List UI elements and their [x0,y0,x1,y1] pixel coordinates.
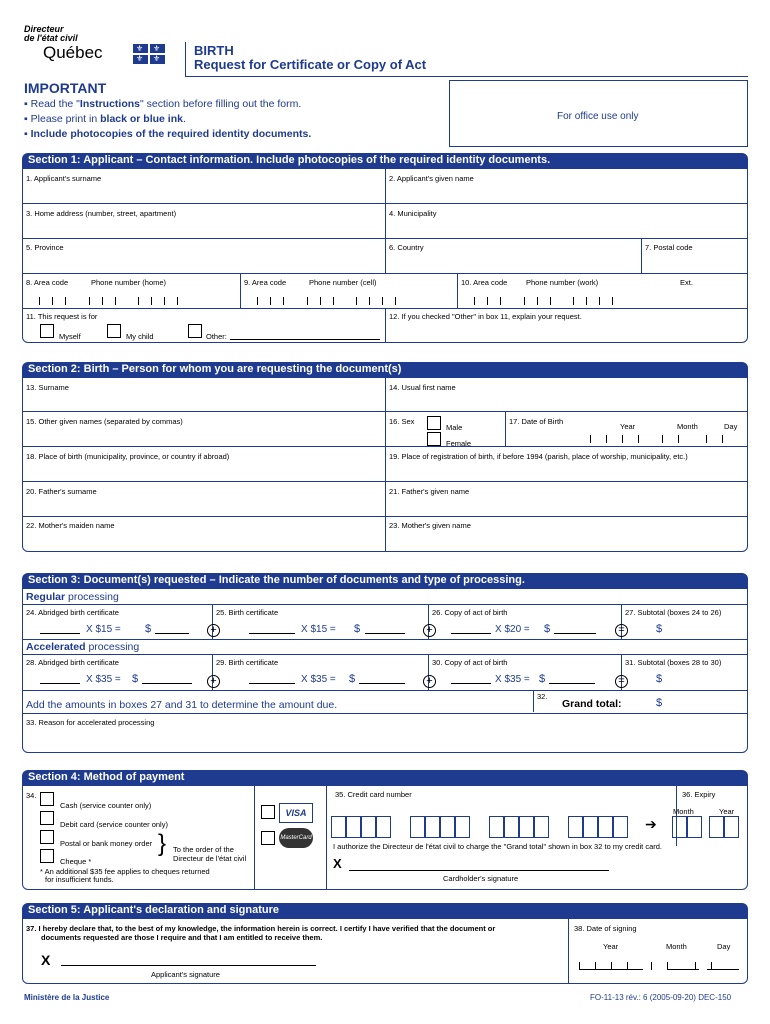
add-amounts-note: Add the amounts in boxes 27 and 31 to determine the amount due. [26,699,338,711]
mastercard-checkbox[interactable] [261,831,275,845]
section-3-body [22,588,748,753]
field-36-expiry[interactable]: 36. Expiry Month Year [673,790,735,816]
mastercard-logo-icon: MasterCard [279,828,313,848]
visa-checkbox[interactable] [261,805,275,819]
field-37-declaration: 37. I hereby declare that, to the best of my knowledge, the information herein is correct. I certify I have verified that the document or documents requested are those I require and that I am entitled to receive them. X Applicant's signature [23,919,569,984]
field-15-other-given-names[interactable]: 15. Other given names (separated by commas) [23,412,386,447]
office-use-label: For office use only [557,111,639,122]
field-8-home-phone[interactable]: 8. Area code Phone number (home) [23,274,241,309]
other-input-line[interactable] [230,339,380,340]
field-18-place-of-birth[interactable]: 18. Place of birth (municipality, province, or country if abroad) [23,447,386,482]
field-26-regular-copy-act[interactable]: 26. Copy of act of birth X $20 = $ [429,604,622,639]
field-24-regular-abridged[interactable]: 24. Abridged birth certificate X $15 = $ [23,604,213,639]
field-32-grand-total[interactable]: 32. Grand total: $ [533,690,748,712]
section-1-header: Section 1: Applicant – Contact information. Include photocopies of the required identity documents. [22,153,748,168]
plus-icon: + [207,675,220,688]
applicant-signature-line[interactable] [61,965,316,966]
form-title: BIRTH [194,43,234,58]
section-4-header: Section 4: Method of payment [22,770,748,785]
cash-checkbox[interactable] [40,792,54,806]
office-use-box [449,80,748,147]
field-3-home-address[interactable]: 3. Home address (number, street, apartment) [23,204,386,239]
plus-icon: + [423,624,436,637]
field-17-date-of-birth[interactable]: 17. Date of Birth Year Month Day [506,412,748,447]
section-5-header: Section 5: Applicant's declaration and signature [22,903,748,918]
field-33-reason-accelerated[interactable]: 33. Reason for accelerated processing [26,718,155,727]
field-29-accel-birth-cert[interactable]: 29. Birth certificate X $35 = $ [213,654,429,690]
field-23-mother-given-name[interactable]: 23. Mother's given name [389,521,471,530]
section-3-header: Section 3: Document(s) requested – Indicate the number of documents and type of processing. [22,573,748,588]
money-order-checkbox[interactable] [40,830,54,844]
field-27-subtotal[interactable]: 27. Subtotal (boxes 24 to 26) $ [625,608,722,635]
section-2-header: Section 2: Birth – Person for whom you are requesting the document(s) [22,362,748,377]
field-14-usual-first-name[interactable]: 14. Usual first name [386,378,748,412]
field-9-cell-phone[interactable]: 9. Area code Phone number (cell) [241,274,458,309]
visa-logo-icon: VISA [279,803,313,823]
male-checkbox[interactable] [427,416,441,430]
field-19-place-of-registration[interactable]: 19. Place of registration of birth, if before 1994 (parish, place of worship, municipality, etc.) [386,447,748,482]
field-30-accel-copy-act[interactable]: 30. Copy of act of birth X $35 = $ [429,654,622,690]
section-5-body [22,918,748,984]
equals-icon: = [615,624,628,637]
field-31-subtotal[interactable]: 31. Subtotal (boxes 28 to 30) $ [625,658,722,685]
card-type-column [255,786,327,890]
equals-icon: = [615,675,628,688]
section-1-body [22,168,748,343]
cardholder-signature-line[interactable] [349,870,609,871]
cardholder-signature-label: Cardholder's signature [443,874,519,883]
field-4-municipality[interactable]: 4. Municipality [386,204,748,239]
form-title-box [185,42,748,77]
field-13-surname[interactable]: 13. Surname [23,378,386,412]
field-28-accel-abridged[interactable]: 28. Abridged birth certificate X $35 = $ [23,654,213,690]
applicant-signature-label: Applicant's signature [151,970,220,979]
arrow-right-icon: ➔ [645,816,657,832]
section-2-body [22,377,748,552]
logo [24,24,164,64]
field-2-applicant-given-name[interactable]: 2. Applicant's given name [386,169,748,204]
field-21-father-given-name[interactable]: 21. Father's given name [386,482,748,517]
field-34-payment-method: 34. Cash (service counter only) Debit card (service counter only) Postal or bank money order Cheque * } To the order of the Directeur de l'état civil * An additional $35 fee applies to cheques returned for insufficient funds. [23,786,255,890]
field-11-request-for: 11. This request is for Myself My child Other: [23,309,386,343]
important-line-2: ▪ Please print in black or blue ink. [24,113,186,125]
logo-org-line1: Directeur [24,24,64,34]
section-4-body [22,785,748,890]
important-line-3: ▪ Include photocopies of the required identity documents. [24,128,312,140]
footer-form-code: FO-11-13 rév.: 6 (2005-09-20) DEC-150 [590,993,732,1002]
myself-checkbox[interactable] [40,324,54,338]
field-25-regular-birth-cert[interactable]: 25. Birth certificate X $15 = $ [213,604,429,639]
field-35-credit-card-number[interactable]: 35. Credit card number [327,786,677,846]
field-10-work-phone[interactable]: 10. Area code Phone number (work) Ext. [458,274,748,309]
field-12-explain-request[interactable]: 12. If you checked "Other" in box 11, explain your request. [389,312,582,321]
cardholder-x-mark: X [333,856,342,871]
cheque-checkbox[interactable] [40,849,54,863]
signature-x-mark: X [41,952,51,968]
fleur-de-lis-flag-icon: ⚜ ⚜ ⚜ ⚜ [133,44,165,64]
authorize-text: I authorize the Directeur de l'état civil to charge the "Grand total" shown in box 32 to my credit card. [333,842,663,851]
field-5-province[interactable]: 5. Province [23,239,386,274]
field-16-sex: 16. Sex Male Female [386,412,506,447]
accelerated-processing-label: Accelerated processing [26,641,140,653]
debit-card-checkbox[interactable] [40,811,54,825]
field-7-postal-code[interactable]: 7. Postal code [642,239,748,274]
important-heading: IMPORTANT [24,80,107,96]
female-checkbox[interactable] [427,432,441,446]
logo-province: Québec [43,43,103,62]
field-1-applicant-surname[interactable]: 1. Applicant's surname [23,169,386,204]
plus-icon: + [423,675,436,688]
logo-org-line2: de l'état civil [24,33,78,43]
regular-processing-label: Regular processing [26,591,119,603]
field-22-mother-maiden-name[interactable]: 22. Mother's maiden name [23,517,386,552]
footer-ministry: Ministère de la Justice [24,993,110,1002]
field-38-date-of-signing[interactable]: 38. Date of signing Year Month Day [569,919,748,984]
my-child-checkbox[interactable] [107,324,121,338]
important-line-1: ▪ Read the "Instructions" section before filling out the form. [24,98,302,110]
field-6-country[interactable]: 6. Country [386,239,642,274]
form-subtitle: Request for Certificate or Copy of Act [194,57,427,72]
brace-icon: } [158,830,167,857]
field-20-father-surname[interactable]: 20. Father's surname [23,482,386,517]
plus-icon: + [207,624,220,637]
other-checkbox[interactable] [188,324,202,338]
